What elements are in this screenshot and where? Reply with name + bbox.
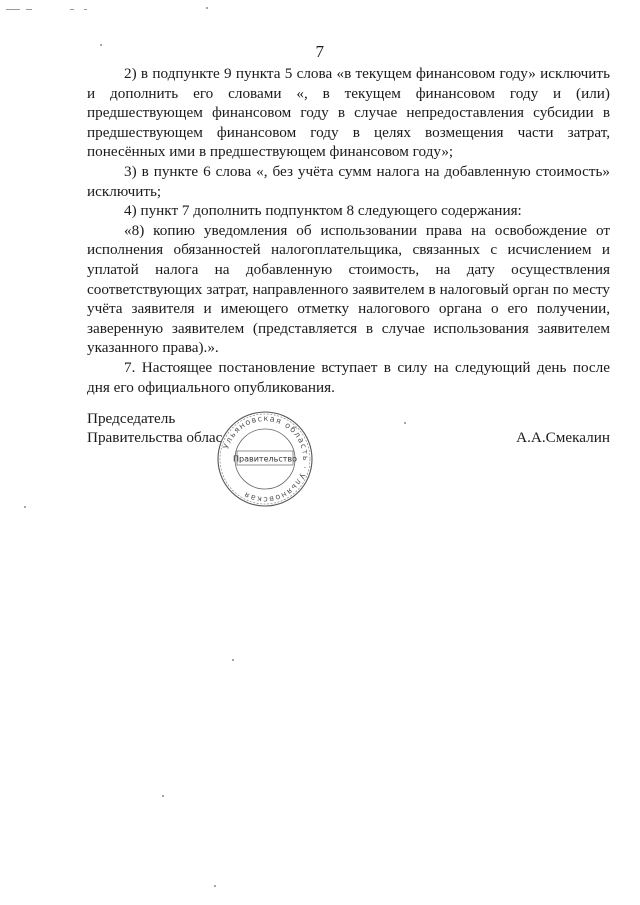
paragraph-effective-date: 7. Настоящее постановление вступает в силу на следующий день после дня его официального опубликования. [87, 358, 610, 396]
paragraph-amendment-3: 3) в пункте 6 слова «, без учёта сумм налога на добавленную стоимость» исключить; [87, 162, 610, 200]
signatory-name: А.А.Смекалин [516, 429, 610, 446]
scan-dot-5 [232, 659, 234, 661]
document-body [87, 64, 610, 397]
svg-text:Ульяновская область · Ульяновс: Ульяновская область · Ульяновская [221, 413, 311, 505]
page-number: 7 [315, 42, 325, 61]
scan-artifact-1 [6, 9, 20, 10]
paragraph-amendment-2: 2) в подпункте 9 пункта 5 слова «в текущем финансовом году» исключить и дополнить его словами «, в текущем финансовом году и (или) предшествующем финансовом году в случае непредоставления субсидии в предшествующем финансовом году в целях возмещения части затрат, понесённых ими в предшествующем финансовом году»; [87, 65, 610, 161]
scan-dot-7 [214, 885, 216, 887]
scan-dot-3 [24, 506, 26, 508]
scan-dot-1 [206, 7, 208, 9]
signatory-title-line2: Правительства облас [87, 429, 223, 446]
scan-artifact-4 [84, 9, 87, 10]
signatory-title-line1: Председатель [87, 410, 176, 427]
scan-artifact-3 [70, 9, 74, 10]
scan-dot-6 [162, 795, 164, 797]
svg-text:Правительство: Правительство [233, 454, 297, 464]
paragraph-amendment-4: 4) пункт 7 дополнить подпунктом 8 следующего содержания: [124, 202, 522, 220]
signature-block [87, 409, 610, 529]
official-seal-stamp [215, 409, 315, 509]
paragraph-subitem-8: «8) копию уведомления об использовании права на освобождение от исполнения обязанностей налогоплательщика, связанных с исчислением и уплатой налога на добавленную стоимость, на дату осуществления соответствующих затрат, направленного заявителем в налоговый орган по месту учёта заявителя и имеющего отметку налогового органа о его получении, заверенную заявителем (представляется в случае использования заявителем указанного права).». [87, 221, 610, 357]
scan-artifact-2 [26, 9, 32, 10]
